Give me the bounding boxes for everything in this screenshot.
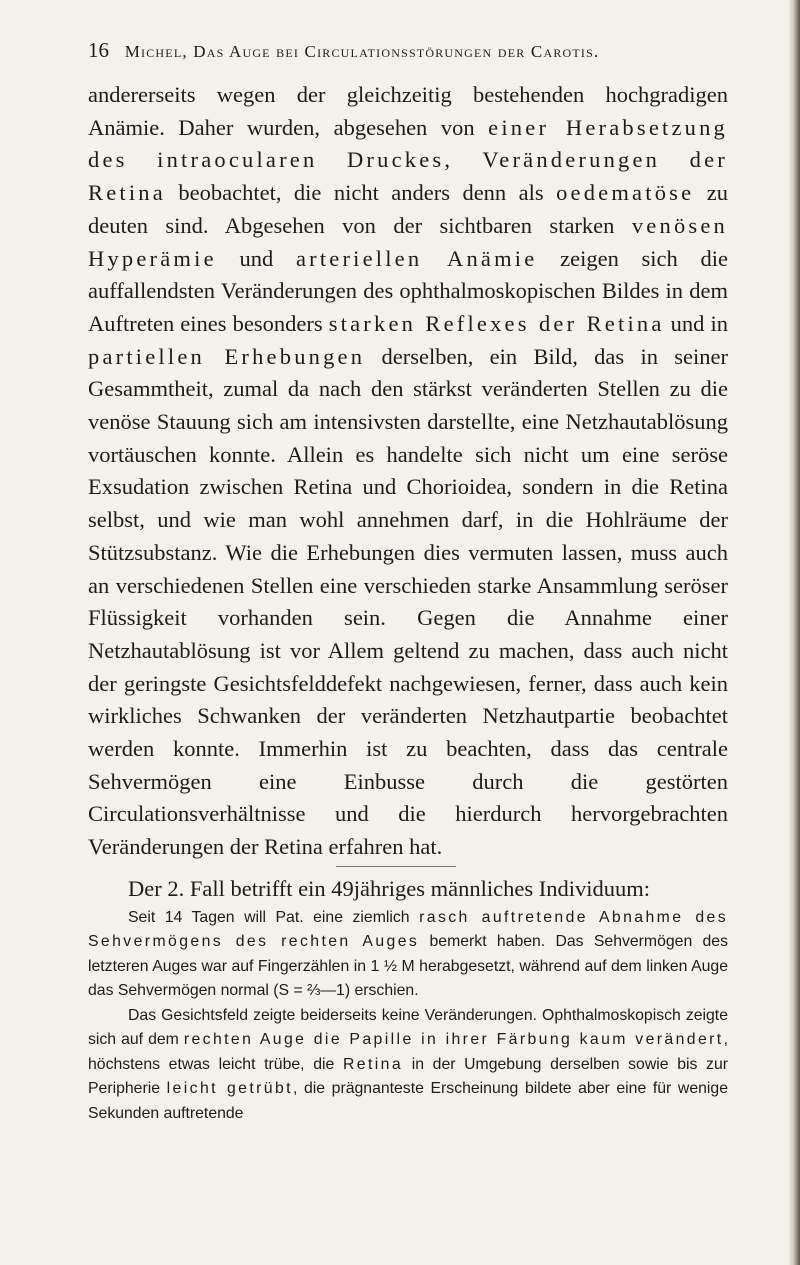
text-run: , höchstens etwas leicht trübe, die: [88, 1031, 728, 1073]
text-run: zeigen sich die auffallendsten Veränderungen des ophthalmoskopischen Bildes in dem Auftreten eines besonders: [88, 245, 728, 336]
text-run: in der Umgebung derselben sowie bis zur Peripherie: [88, 1055, 728, 1098]
paragraph-1: [88, 79, 728, 864]
spaced-emphasis: oedematöse: [556, 180, 695, 206]
text-run: und in: [664, 310, 728, 336]
text-run: bemerkt haben. Das Sehvermögen des letzteren Auges war auf Fingerzählen in 1 ½ M herabgesetzt, während auf dem linken Auge das Sehvermögen normal (S = ⅔—1) erschien.: [88, 933, 728, 1000]
page-edge-shadow: [788, 0, 800, 1265]
page-number: 16: [88, 38, 109, 62]
spaced-emphasis: Retina: [342, 1055, 404, 1073]
spaced-emphasis: rasch auftretende Abnahme des Sehvermögens des rechten Auges: [88, 908, 728, 951]
text-run: andererseits wegen der gleichzeitig bestehenden hochgradigen Anämie. Daher wurden, abgesehen von: [88, 82, 728, 140]
section-divider: [336, 866, 456, 867]
spaced-emphasis: einer Herabsetzung des intraocularen Druckes, Veränderungen der Retina: [88, 114, 728, 206]
text-run: zu deuten sind. Abgesehen von der sichtbaren starken: [88, 180, 728, 238]
running-header: [88, 38, 728, 63]
spaced-emphasis: rechten Auge die Papille in ihrer Färbung kaum verändert: [183, 1031, 724, 1049]
spaced-emphasis: partiellen Erhebungen: [88, 343, 366, 369]
paragraph-2-heading: Der 2. Fall betrifft ein 49jähriges männliches Individuum:: [128, 875, 650, 901]
text-run: derselben, ein Bild, das in seiner Gesammtheit, zumal da nach den stärkst veränderten Stellen zu die venöse Stauung sich am intensivsten darstellte, eine Netzhautablösung vortäuschen konnte. Allein es handelte sich nicht um eine seröse Exsudation zwischen Retina und Chorioidea, sondern in die Retina selbst, und wie man wohl annehmen darf, in die Hohlräume der Stützsubstanz. Wie die Erhebungen dies vermuten lassen, muss auch an verschiedenen Stellen eine verschieden starke Ansammlung seröser Flüssigkeit vorhanden sein. Gegen die Annahme einer Netzhautablösung ist vor Allem geltend zu machen, dass auch nicht der geringste Gesichtsfelddefekt nachgewiesen, ferner, dass auch kein wirkliches Schwanken der veränderten Netzhautpartie beobachtet werden konnte. Immerhin ist zu beachten, dass das centrale Sehvermögen eine Einbusse durch die gestörten Circulationsverhältnisse und die hierdurch hervorgebrachten Veränderungen der Retina erfahren hat.: [88, 343, 728, 860]
running-title: Michel, Das Auge bei Circulationsstörungen der Carotis.: [124, 42, 600, 61]
text-run: beobachtet, die nicht anders denn als: [165, 180, 557, 206]
spaced-emphasis: leicht getrübt: [166, 1080, 293, 1098]
text-run: und: [216, 245, 296, 271]
spaced-emphasis: starken Reflexes der Retina: [328, 310, 665, 336]
text-run: Das Gesichtsfeld zeigte beiderseits keine Veränderungen. Ophthalmoskopisch zeigte sich auf dem: [88, 1006, 728, 1049]
paragraph-3: [88, 1004, 728, 1127]
spaced-emphasis: venösen Hyperämie: [88, 212, 728, 271]
main-text: [88, 79, 728, 1126]
text-run: Seit 14 Tagen will Pat. eine ziemlich: [128, 908, 420, 926]
text-run: , die prägnanteste Erscheinung bildete aber eine für wenige Sekunden auftretende: [88, 1080, 728, 1122]
paragraph-2: [88, 906, 728, 1004]
spaced-emphasis: arteriellen Anämie: [295, 245, 538, 271]
